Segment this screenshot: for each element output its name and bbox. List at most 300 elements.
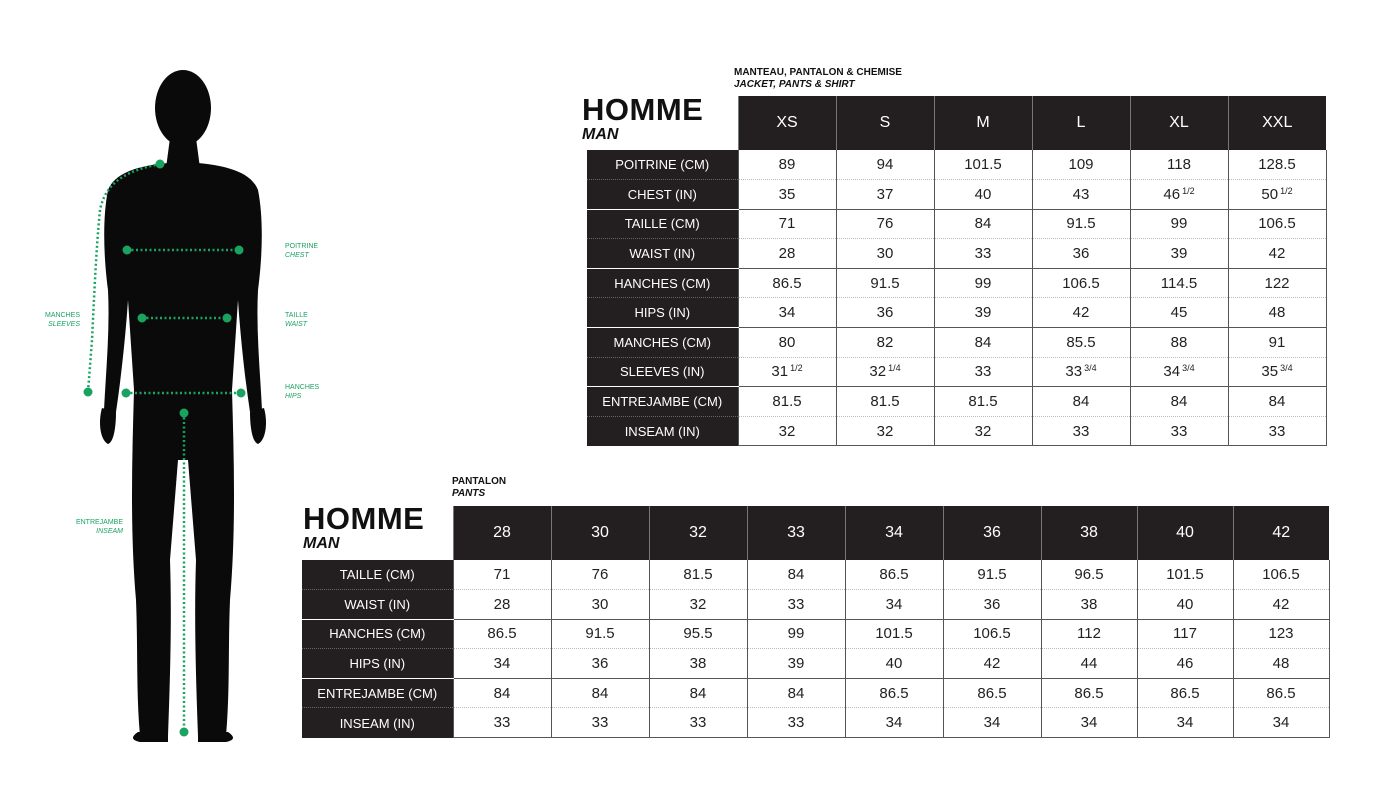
table-cell — [934, 298, 1032, 328]
table-cell — [453, 708, 551, 738]
top-size-table — [587, 96, 1327, 446]
hips-right-dot — [237, 389, 246, 398]
cell-value: 106.5 — [973, 625, 1011, 643]
table-row — [587, 298, 1326, 328]
table-cell — [1032, 357, 1130, 387]
cell-value: 38 — [689, 655, 707, 673]
cell-value: 36 — [983, 595, 1001, 613]
table-cell — [738, 328, 836, 358]
chest-left-dot — [123, 246, 132, 255]
cell-value: 34 — [1080, 714, 1098, 732]
top-title: HOMME — [582, 92, 704, 127]
cell-value: 35 — [778, 185, 796, 203]
cell-value: 123 — [1268, 625, 1294, 643]
cell-value: 95.5 — [683, 625, 713, 643]
label-hips — [285, 383, 319, 401]
cell-value: 91.5 — [585, 625, 615, 643]
cell-value: 86.5 — [772, 274, 802, 292]
table-cell — [649, 619, 747, 649]
cell-value: 35 — [1261, 363, 1279, 381]
cell-fraction: 1/2 — [1280, 185, 1293, 196]
cell-value: 30 — [591, 595, 609, 613]
table-cell — [453, 619, 551, 649]
cell-value: 33 — [1268, 422, 1286, 440]
cell-value: 101.5 — [964, 156, 1002, 174]
table-cell — [1032, 416, 1130, 446]
table-cell — [1233, 560, 1329, 590]
cell-value: 84 — [1170, 393, 1188, 411]
cell-value: 99 — [787, 625, 805, 643]
cell-value: 46 — [1176, 655, 1194, 673]
cell-value: 34 — [1176, 714, 1194, 732]
cell-value: 106.5 — [1062, 274, 1100, 292]
table-cell — [551, 590, 649, 620]
cell-value: 106.5 — [1262, 566, 1300, 584]
table-cell — [845, 590, 943, 620]
man-silhouette-icon — [100, 70, 266, 742]
cell-value: 39 — [787, 655, 805, 673]
top-table-caption — [734, 67, 902, 91]
row-label: WAIST (IN) — [587, 239, 738, 269]
table-cell — [738, 150, 836, 180]
cell-value: 76 — [591, 566, 609, 584]
cell-value: 91.5 — [977, 566, 1007, 584]
bottom-caption-en: PANTS — [452, 488, 486, 499]
table-cell — [738, 209, 836, 239]
table-cell — [1137, 678, 1233, 708]
table-cell — [836, 209, 934, 239]
cell-value: 99 — [974, 274, 992, 292]
cell-value: 50 — [1261, 185, 1279, 203]
table-cell — [836, 239, 934, 269]
table-cell — [1032, 180, 1130, 210]
table-cell — [1041, 678, 1137, 708]
cell-value: 28 — [778, 245, 796, 263]
cell-value: 34 — [1272, 714, 1290, 732]
table-cell — [1233, 708, 1329, 738]
table-cell — [747, 560, 845, 590]
table-cell — [1228, 387, 1326, 417]
label-inseam — [60, 518, 123, 536]
cell-value: 44 — [1080, 655, 1098, 673]
cell-value: 33 — [1065, 363, 1083, 381]
table-cell — [738, 239, 836, 269]
cell-fraction: 3/4 — [1084, 363, 1097, 374]
table-cell — [551, 560, 649, 590]
row-label: ENTREJAMBE (CM) — [302, 678, 453, 708]
size-header: 28 — [453, 506, 551, 560]
cell-value: 94 — [876, 156, 894, 174]
cell-value: 86.5 — [1170, 684, 1200, 702]
cell-value: 33 — [974, 363, 992, 381]
table-row — [302, 649, 1329, 679]
cell-value: 109 — [1068, 156, 1094, 174]
size-header: 30 — [551, 506, 649, 560]
cell-value: 36 — [591, 655, 609, 673]
table-cell — [1130, 239, 1228, 269]
top-corner — [587, 96, 738, 150]
table-cell — [836, 298, 934, 328]
table-row — [587, 209, 1326, 239]
bottom-title: HOMME — [303, 501, 425, 536]
cell-value: 32 — [869, 363, 887, 381]
table-cell — [747, 678, 845, 708]
cell-value: 31 — [771, 363, 789, 381]
row-label: TAILLE (CM) — [302, 560, 453, 590]
size-header: 32 — [649, 506, 747, 560]
table-row — [587, 357, 1326, 387]
table-cell — [1032, 268, 1130, 298]
size-header: L — [1032, 96, 1130, 150]
cell-value: 71 — [778, 215, 796, 233]
cell-value: 48 — [1268, 304, 1286, 322]
row-label: HANCHES (CM) — [302, 619, 453, 649]
table-cell — [551, 678, 649, 708]
table-cell — [1228, 268, 1326, 298]
table-cell — [836, 150, 934, 180]
table-cell — [845, 649, 943, 679]
table-cell — [1130, 150, 1228, 180]
chest-right-dot — [235, 246, 244, 255]
bottom-size-table — [302, 506, 1330, 738]
cell-value: 28 — [493, 595, 511, 613]
row-label: POITRINE (CM) — [587, 150, 738, 180]
table-cell — [943, 708, 1041, 738]
table-cell — [551, 708, 649, 738]
table-cell — [453, 560, 551, 590]
table-cell — [845, 708, 943, 738]
table-cell — [747, 708, 845, 738]
row-label: INSEAM (IN) — [587, 416, 738, 446]
table-cell — [738, 387, 836, 417]
table-cell — [1228, 209, 1326, 239]
hips-left-dot — [122, 389, 131, 398]
size-header: 36 — [943, 506, 1041, 560]
body-measurement-figure — [20, 60, 340, 760]
cell-value: 34 — [1163, 363, 1181, 381]
table-cell — [934, 209, 1032, 239]
cell-value: 86.5 — [879, 684, 909, 702]
table-cell — [1233, 649, 1329, 679]
table-cell — [836, 180, 934, 210]
table-cell — [738, 268, 836, 298]
table-cell — [1228, 180, 1326, 210]
table-cell — [738, 180, 836, 210]
table-cell — [738, 357, 836, 387]
table-cell — [934, 268, 1032, 298]
cell-value: 32 — [778, 422, 796, 440]
table-cell — [1228, 357, 1326, 387]
cell-value: 84 — [493, 684, 511, 702]
cell-value: 37 — [876, 185, 894, 203]
cell-value: 118 — [1167, 156, 1191, 174]
table-cell — [943, 678, 1041, 708]
size-header: M — [934, 96, 1032, 150]
sleeve-end-dot — [84, 388, 93, 397]
cell-value: 86.5 — [977, 684, 1007, 702]
table-cell — [1137, 649, 1233, 679]
cell-fraction: 3/4 — [1280, 363, 1293, 374]
cell-value: 84 — [1072, 393, 1090, 411]
cell-value: 84 — [974, 333, 992, 351]
table-cell — [1130, 180, 1228, 210]
label-sleeves — [30, 311, 80, 329]
cell-value: 33 — [689, 714, 707, 732]
cell-value: 48 — [1272, 655, 1290, 673]
cell-value: 84 — [591, 684, 609, 702]
row-label: WAIST (IN) — [302, 590, 453, 620]
cell-value: 89 — [778, 156, 796, 174]
table-cell — [1041, 619, 1137, 649]
table-cell — [1032, 239, 1130, 269]
bottom-table-caption — [452, 476, 506, 500]
table-cell — [1228, 239, 1326, 269]
table-row — [587, 328, 1326, 358]
cell-fraction: 3/4 — [1182, 363, 1195, 374]
row-label: SLEEVES (IN) — [587, 357, 738, 387]
table-cell — [845, 678, 943, 708]
cell-value: 86.5 — [879, 566, 909, 584]
table-row — [302, 590, 1329, 620]
row-label: HANCHES (CM) — [587, 268, 738, 298]
table-cell — [1228, 298, 1326, 328]
cell-value: 32 — [876, 422, 894, 440]
cell-value: 34 — [983, 714, 1001, 732]
cell-value: 33 — [787, 714, 805, 732]
waist-right-dot — [223, 314, 232, 323]
table-row — [302, 619, 1329, 649]
row-label: MANCHES (CM) — [587, 328, 738, 358]
cell-value: 84 — [787, 684, 805, 702]
cell-value: 38 — [1080, 595, 1098, 613]
table-cell — [747, 619, 845, 649]
table-cell — [1233, 678, 1329, 708]
cell-fraction: 1/2 — [790, 363, 803, 374]
cell-value: 86.5 — [1266, 684, 1296, 702]
size-header: 34 — [845, 506, 943, 560]
cell-value: 71 — [493, 566, 511, 584]
table-cell — [649, 708, 747, 738]
cell-value: 40 — [885, 655, 903, 673]
size-header: 42 — [1233, 506, 1329, 560]
cell-value: 86.5 — [1074, 684, 1104, 702]
cell-value: 34 — [778, 304, 796, 322]
cell-value: 128.5 — [1258, 156, 1296, 174]
size-header: 38 — [1041, 506, 1137, 560]
table-cell — [738, 298, 836, 328]
table-row — [587, 387, 1326, 417]
cell-value: 42 — [1072, 304, 1090, 322]
cell-value: 30 — [876, 245, 894, 263]
table-cell — [1130, 328, 1228, 358]
cell-value: 80 — [778, 333, 796, 351]
table-cell — [836, 387, 934, 417]
cell-value: 40 — [1176, 595, 1194, 613]
label-inseam-en: INSEAM — [96, 528, 123, 535]
size-header: 40 — [1137, 506, 1233, 560]
table-cell — [1041, 708, 1137, 738]
cell-value: 34 — [885, 714, 903, 732]
label-hips-fr: HANCHES — [285, 384, 320, 391]
cell-value: 84 — [787, 566, 805, 584]
top-subtitle: MAN — [582, 126, 619, 143]
table-cell — [934, 387, 1032, 417]
cell-value: 99 — [1170, 215, 1188, 233]
cell-value: 85.5 — [1066, 333, 1096, 351]
label-waist — [285, 311, 308, 329]
table-cell — [1130, 209, 1228, 239]
table-cell — [649, 590, 747, 620]
cell-value: 96.5 — [1074, 566, 1104, 584]
cell-value: 39 — [1170, 245, 1188, 263]
table-cell — [1137, 560, 1233, 590]
table-cell — [649, 678, 747, 708]
table-row — [587, 180, 1326, 210]
label-chest-fr: POITRINE — [285, 243, 319, 250]
table-cell — [836, 416, 934, 446]
row-label: TAILLE (CM) — [587, 209, 738, 239]
cell-value: 33 — [591, 714, 609, 732]
cell-value: 81.5 — [772, 393, 802, 411]
cell-value: 33 — [974, 245, 992, 263]
table-row — [302, 678, 1329, 708]
size-header: XL — [1130, 96, 1228, 150]
cell-value: 114.5 — [1160, 274, 1198, 292]
table-cell — [453, 678, 551, 708]
cell-value: 88 — [1170, 333, 1188, 351]
table-cell — [453, 590, 551, 620]
table-cell — [836, 328, 934, 358]
table-cell — [934, 150, 1032, 180]
cell-value: 39 — [974, 304, 992, 322]
table-cell — [943, 590, 1041, 620]
label-waist-fr: TAILLE — [285, 312, 308, 319]
table-cell — [1228, 150, 1326, 180]
row-label: HIPS (IN) — [587, 298, 738, 328]
label-inseam-fr: ENTREJAMBE — [75, 519, 123, 526]
cell-value: 42 — [1268, 245, 1286, 263]
table-cell — [453, 649, 551, 679]
table-cell — [1137, 708, 1233, 738]
cell-value: 40 — [974, 185, 992, 203]
table-cell — [747, 590, 845, 620]
waist-left-dot — [138, 314, 147, 323]
cell-value: 86.5 — [487, 625, 517, 643]
table-row — [587, 239, 1326, 269]
cell-value: 42 — [1272, 595, 1290, 613]
label-chest-en: CHEST — [285, 252, 309, 259]
cell-value: 91.5 — [870, 274, 900, 292]
inseam-top-dot — [180, 409, 189, 418]
cell-value: 84 — [689, 684, 707, 702]
cell-value: 82 — [876, 333, 894, 351]
cell-value: 45 — [1170, 304, 1188, 322]
cell-value: 46 — [1163, 185, 1181, 203]
table-cell — [1032, 387, 1130, 417]
cell-value: 101.5 — [1166, 566, 1204, 584]
table-cell — [1233, 590, 1329, 620]
cell-value: 101.5 — [875, 625, 913, 643]
cell-value: 76 — [876, 215, 894, 233]
cell-value: 32 — [974, 422, 992, 440]
row-label: HIPS (IN) — [302, 649, 453, 679]
table-cell — [1041, 590, 1137, 620]
bottom-caption-fr: PANTALON — [452, 476, 507, 487]
table-row — [587, 268, 1326, 298]
cell-value: 106.5 — [1258, 215, 1296, 233]
size-header: S — [836, 96, 934, 150]
table-cell — [934, 416, 1032, 446]
table-cell — [836, 357, 934, 387]
cell-value: 36 — [876, 304, 894, 322]
cell-value: 84 — [1268, 393, 1286, 411]
sleeve-start-dot — [156, 160, 165, 169]
table-cell — [943, 649, 1041, 679]
table-cell — [747, 649, 845, 679]
table-cell — [943, 560, 1041, 590]
table-cell — [1130, 387, 1228, 417]
cell-value: 36 — [1072, 245, 1090, 263]
table-cell — [845, 560, 943, 590]
table-row — [587, 150, 1326, 180]
label-sleeves-fr: MANCHES — [44, 312, 80, 319]
table-cell — [1130, 357, 1228, 387]
cell-value: 34 — [885, 595, 903, 613]
cell-value: 33 — [1170, 422, 1188, 440]
cell-value: 32 — [689, 595, 707, 613]
cell-value: 43 — [1072, 185, 1090, 203]
table-cell — [1032, 150, 1130, 180]
table-cell — [649, 560, 747, 590]
table-cell — [1130, 268, 1228, 298]
table-cell — [1233, 619, 1329, 649]
cell-value: 34 — [493, 655, 511, 673]
inseam-bottom-dot — [180, 728, 189, 737]
label-sleeves-en: SLEEVES — [48, 321, 80, 328]
cell-value: 81.5 — [968, 393, 998, 411]
table-cell — [1137, 619, 1233, 649]
table-cell — [551, 649, 649, 679]
table-row — [587, 416, 1326, 446]
label-chest — [285, 242, 318, 260]
size-header: 33 — [747, 506, 845, 560]
cell-value: 81.5 — [870, 393, 900, 411]
label-hips-en: HIPS — [285, 393, 302, 400]
row-label: INSEAM (IN) — [302, 708, 453, 738]
cell-value: 81.5 — [683, 566, 713, 584]
top-caption-en: JACKET, PANTS & SHIRT — [734, 79, 855, 90]
table-cell — [1137, 590, 1233, 620]
table-row — [302, 560, 1329, 590]
table-cell — [1228, 416, 1326, 446]
cell-value: 91 — [1268, 333, 1286, 351]
table-cell — [1032, 328, 1130, 358]
table-row — [302, 708, 1329, 738]
table-cell — [1032, 209, 1130, 239]
row-label: CHEST (IN) — [587, 180, 738, 210]
top-caption-fr: MANTEAU, PANTALON & CHEMISE — [734, 67, 902, 78]
table-cell — [934, 239, 1032, 269]
table-cell — [1032, 298, 1130, 328]
table-cell — [836, 268, 934, 298]
cell-value: 122 — [1264, 274, 1290, 292]
cell-value: 33 — [1072, 422, 1090, 440]
size-header: XS — [738, 96, 836, 150]
table-cell — [1130, 416, 1228, 446]
cell-value: 42 — [983, 655, 1001, 673]
table-cell — [1130, 298, 1228, 328]
cell-value: 84 — [974, 215, 992, 233]
